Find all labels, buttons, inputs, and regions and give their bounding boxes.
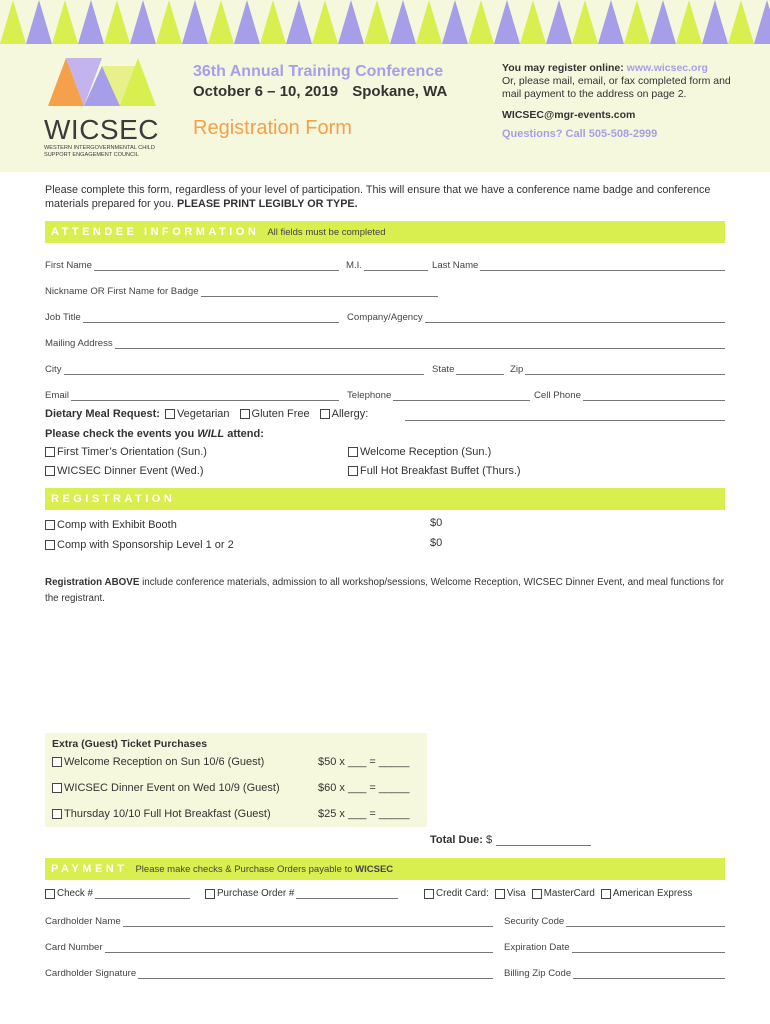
breakfast-checkbox[interactable]: [348, 466, 358, 476]
events-label-em: WILL: [197, 428, 225, 440]
mi-label: M.I.: [346, 260, 362, 271]
card-number-field[interactable]: [45, 939, 493, 953]
zip-field[interactable]: [510, 361, 725, 375]
guest-welcome-checkbox[interactable]: [52, 757, 62, 767]
cell-phone-field[interactable]: [534, 387, 725, 401]
questions-line: Questions? Call 505-508-2999: [502, 128, 658, 140]
intro-text: [45, 184, 725, 211]
gluten-free-label: Gluten Free: [251, 408, 310, 420]
exhibit-price: $0: [430, 517, 443, 529]
mailing-address-label: Mailing Address: [45, 338, 113, 349]
cardholder-row: [45, 913, 725, 927]
guest-tickets-title: Extra (Guest) Ticket Purchases: [52, 738, 208, 750]
state-label: State: [432, 364, 455, 375]
band-triangle: [0, 0, 26, 44]
visa-label: Visa: [506, 888, 526, 899]
telephone-label: Telephone: [347, 390, 392, 401]
header-banner: [0, 0, 770, 172]
conference-title: 36th Annual Training Conference: [193, 63, 444, 80]
company-field[interactable]: [347, 309, 725, 323]
po-label: Purchase Order #: [217, 888, 295, 899]
expiration-date-label: Expiration Date: [504, 942, 570, 953]
dietary-row: [45, 408, 368, 420]
band-triangle: [676, 0, 702, 44]
allergy-line[interactable]: [405, 420, 725, 421]
guest-dinner-label: WICSEC Dinner Event on Wed 10/9 (Guest): [64, 782, 280, 794]
po-checkbox[interactable]: [205, 889, 215, 899]
check-label: Check #: [57, 888, 93, 899]
exhibit-label: Comp with Exhibit Booth: [57, 519, 177, 531]
check-line[interactable]: [95, 889, 190, 899]
total-due-label: Total Due:: [430, 834, 483, 846]
expiration-date-field[interactable]: [504, 939, 725, 953]
visa-checkbox[interactable]: [495, 889, 505, 899]
mail-instructions: Or, please mail, email, or fax completed form and mail payment to the address on page 2.: [502, 75, 731, 100]
reg-option-sponsorship[interactable]: [45, 539, 234, 551]
logo-subtitle: WESTERN INTERGOVERNMENTAL CHILD SUPPORT ENGAGEMENT COUNCIL: [44, 145, 155, 158]
band-triangle: [390, 0, 416, 44]
band-triangle: [442, 0, 468, 44]
band-triangle: [598, 0, 624, 44]
band-triangle: [702, 0, 728, 44]
conference-dates: October 6 – 10, 2019: [193, 83, 339, 100]
check-option[interactable]: [45, 888, 190, 899]
band-triangle: [650, 0, 676, 44]
contact-row: [45, 387, 725, 401]
attendee-section-title: ATTENDEE INFORMATION: [51, 226, 260, 238]
check-checkbox[interactable]: [45, 889, 55, 899]
band-triangle: [494, 0, 520, 44]
sponsorship-checkbox[interactable]: [45, 540, 55, 550]
state-field[interactable]: [432, 361, 504, 375]
city-row: [45, 361, 725, 375]
welcome-checkbox[interactable]: [348, 447, 358, 457]
event-breakfast[interactable]: [348, 465, 521, 477]
cardholder-name-field[interactable]: [45, 913, 493, 927]
po-line[interactable]: [296, 889, 398, 899]
band-triangle: [26, 0, 52, 44]
nickname-row: [45, 283, 725, 297]
guest-breakfast-price[interactable]: $25 x ___ = _____: [318, 808, 410, 820]
payment-note-pre: Please make checks & Purchase Orders payable to: [135, 863, 353, 875]
last-name-field[interactable]: [432, 257, 725, 271]
zip-label: Zip: [510, 364, 524, 375]
mailing-address-field[interactable]: [45, 335, 725, 349]
credit-card-label: Credit Card:: [436, 888, 489, 899]
address-row: [45, 335, 725, 349]
cell-phone-label: Cell Phone: [534, 390, 581, 401]
band-triangle: [78, 0, 104, 44]
amex-label: American Express: [612, 888, 693, 899]
name-row: [45, 257, 725, 271]
dinner-checkbox[interactable]: [45, 466, 55, 476]
guest-dinner-checkbox[interactable]: [52, 783, 62, 793]
band-triangle: [156, 0, 182, 44]
exhibit-checkbox[interactable]: [45, 520, 55, 530]
payment-section-note: [135, 864, 393, 875]
city-field[interactable]: [45, 361, 424, 375]
orientation-label: First Timer’s Orientation (Sun.): [57, 446, 207, 458]
event-welcome[interactable]: [348, 446, 491, 458]
total-due[interactable]: [430, 834, 591, 846]
guest-dinner-price[interactable]: $60 x ___ = _____: [318, 782, 410, 794]
band-triangle: [260, 0, 286, 44]
band-triangle: [338, 0, 364, 44]
band-triangle: [728, 0, 754, 44]
city-label: City: [45, 364, 62, 375]
payment-section-bar: [45, 858, 725, 880]
contact-email[interactable]: WICSEC@mgr-events.com: [502, 109, 636, 121]
vegetarian-checkbox[interactable]: [165, 409, 175, 419]
guest-item-welcome[interactable]: [52, 756, 264, 768]
events-label: [45, 428, 264, 440]
payment-section-title: PAYMENT: [51, 863, 128, 875]
billing-zip-label: Billing Zip Code: [504, 968, 572, 979]
band-triangle: [572, 0, 598, 44]
band-triangle: [182, 0, 208, 44]
band-triangle: [754, 0, 770, 44]
register-online-label: You may register online:: [502, 62, 624, 74]
register-online-url[interactable]: www.wicsec.org: [626, 62, 708, 74]
guest-welcome-label: Welcome Reception on Sun 10/6 (Guest): [64, 756, 265, 768]
signature-row: [45, 965, 725, 979]
amex-checkbox[interactable]: [601, 889, 611, 899]
job-row: [45, 309, 725, 323]
vegetarian-label: Vegetarian: [176, 408, 230, 420]
security-code-label: Security Code: [504, 916, 565, 927]
guest-item-breakfast[interactable]: [52, 808, 271, 820]
guest-breakfast-label: Thursday 10/10 Full Hot Breakfast (Guest): [64, 808, 271, 820]
mi-field[interactable]: [346, 257, 428, 271]
allergy-checkbox[interactable]: [320, 409, 330, 419]
email-label: Email: [45, 390, 69, 401]
attendee-section-bar: [45, 221, 725, 243]
triangle-pattern: [0, 0, 770, 44]
contact-info: [502, 62, 742, 141]
card-number-row: [45, 939, 725, 953]
band-triangle: [130, 0, 156, 44]
sponsorship-price: $0: [430, 537, 443, 549]
company-label: Company/Agency: [347, 312, 423, 323]
allergy-label: Allergy:: [331, 408, 369, 420]
job-title-field[interactable]: [45, 309, 339, 323]
band-triangle: [52, 0, 78, 44]
total-due-line[interactable]: [496, 835, 591, 846]
gluten-free-checkbox[interactable]: [240, 409, 250, 419]
breakfast-label: Full Hot Breakfast Buffet (Thurs.): [360, 465, 521, 477]
register-online-line: [502, 62, 742, 75]
registration-note-bold: Registration ABOVE: [45, 577, 140, 588]
card-number-label: Card Number: [45, 942, 103, 953]
cardholder-name-label: Cardholder Name: [45, 916, 121, 927]
band-triangle: [624, 0, 650, 44]
security-code-field[interactable]: [504, 913, 725, 927]
conference-location: Spokane, WA: [352, 83, 448, 100]
intro-body: Please complete this form, regardless of your level of participation. This will ensure that we have a conference name badge and conference materials prepared for you.: [45, 184, 711, 210]
reg-option-exhibit[interactable]: [45, 519, 177, 531]
first-name-field[interactable]: [45, 257, 339, 271]
band-triangle: [208, 0, 234, 44]
band-triangle: [104, 0, 130, 44]
mastercard-label: MasterCard: [543, 888, 595, 899]
logo-name: WICSEC: [44, 114, 159, 145]
band-triangle: [468, 0, 494, 44]
welcome-label: Welcome Reception (Sun.): [360, 446, 492, 458]
mastercard-checkbox[interactable]: [532, 889, 542, 899]
event-dinner[interactable]: [45, 465, 204, 477]
band-triangle: [286, 0, 312, 44]
nickname-field[interactable]: [45, 283, 438, 297]
job-title-label: Job Title: [45, 312, 81, 323]
telephone-field[interactable]: [347, 387, 530, 401]
sponsorship-label: Comp with Sponsorship Level 1 or 2: [57, 539, 234, 551]
billing-zip-field[interactable]: [504, 965, 725, 979]
attendee-section-note: All fields must be completed: [267, 226, 386, 238]
band-triangle: [312, 0, 338, 44]
band-triangle: [234, 0, 260, 44]
guest-welcome-price[interactable]: $50 x ___ = _____: [318, 756, 410, 768]
cardholder-signature-label: Cardholder Signature: [45, 968, 137, 979]
band-triangle: [416, 0, 442, 44]
registration-note-text: include conference materials, admission to all workshop/sessions, Welcome Reception, WICSEC Dinner Event, and meal functions for the registrant.: [45, 577, 725, 604]
first-name-label: First Name: [45, 260, 92, 271]
payment-note-bold: WICSEC: [355, 863, 394, 875]
event-orientation[interactable]: [45, 446, 207, 458]
dinner-label: WICSEC Dinner Event (Wed.): [57, 465, 204, 477]
registration-section-bar: [45, 488, 725, 510]
conference-dates-row: [193, 83, 447, 100]
email-field[interactable]: [45, 387, 339, 401]
guest-breakfast-checkbox[interactable]: [52, 809, 62, 819]
form-title: Registration Form: [193, 117, 352, 139]
events-label-pre: Please check the events you: [45, 428, 195, 440]
events-label-post: attend:: [227, 428, 264, 440]
guest-item-dinner[interactable]: [52, 782, 280, 794]
credit-card-option[interactable]: [424, 888, 692, 899]
cardholder-signature-field[interactable]: [45, 965, 493, 979]
po-option[interactable]: [205, 888, 398, 899]
dietary-label: Dietary Meal Request:: [45, 408, 160, 420]
band-triangle: [520, 0, 546, 44]
credit-card-checkbox[interactable]: [424, 889, 434, 899]
orientation-checkbox[interactable]: [45, 447, 55, 457]
band-triangle: [364, 0, 390, 44]
band-triangle: [546, 0, 572, 44]
intro-emphasis: PLEASE PRINT LEGIBLY OR TYPE.: [177, 197, 358, 210]
registration-section-title: REGISTRATION: [51, 493, 176, 505]
registration-note: [45, 575, 725, 607]
last-name-label: Last Name: [432, 260, 479, 271]
nickname-label: Nickname OR First Name for Badge: [45, 286, 199, 297]
total-due-currency: $: [486, 834, 493, 846]
